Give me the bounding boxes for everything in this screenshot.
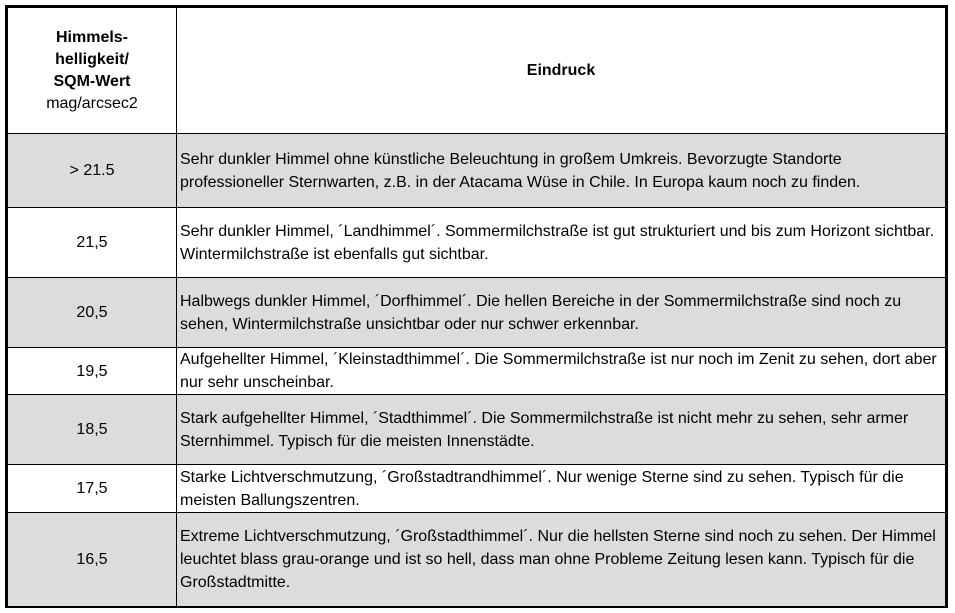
- sky-brightness-table: [7, 7, 946, 607]
- impression-cell: Aufgehellter Himmel, ´Kleinstadthimmel´. Die Sommermilchstraße ist nur noch im Zenit zu sehen, dort aber nur sehr unscheinbar.: [177, 348, 946, 395]
- table-row: [8, 348, 946, 395]
- sqm-value-cell: 21,5: [8, 208, 177, 278]
- sqm-value-cell: 19,5: [8, 348, 177, 395]
- sqm-value-cell: 16,5: [8, 513, 177, 607]
- table-row: [8, 513, 946, 607]
- header-sqm-line-1: Himmels-: [55, 28, 129, 46]
- impression-cell: Halbwegs dunkler Himmel, ´Dorfhimmel´. Die hellen Bereiche in der Sommermilchstraße sind noch zu sehen, Wintermilchstraße unsichtbar oder nur schwer erkennbar.: [177, 278, 946, 348]
- table-row: [8, 134, 946, 208]
- header-sqm-value: [8, 8, 177, 134]
- impression-cell: Extreme Lichtverschmutzung, ´Großstadthimmel´. Nur die hellsten Sterne sind noch zu sehen. Der Himmel leuchtet blass grau-orange und ist so hell, dass man ohne Probleme Zeitung lesen kann. Typisch für die Großstadtmitte.: [177, 513, 946, 607]
- header-impression: Eindruck: [177, 8, 946, 134]
- sqm-value-cell: 18,5: [8, 395, 177, 465]
- sky-brightness-table-frame: [5, 5, 948, 608]
- table-row: [8, 395, 946, 465]
- table-row: [8, 278, 946, 348]
- header-sqm-unit: mag/arcsec2: [46, 94, 138, 112]
- impression-cell: Starke Lichtverschmutzung, ´Großstadtrandhimmel´. Nur wenige Sterne sind zu sehen. Typisch für die meisten Ballungszentren.: [177, 465, 946, 513]
- impression-cell: Stark aufgehellter Himmel, ´Stadthimmel´. Die Sommermilchstraße ist nicht mehr zu sehen, sehr armer Sternhimmel. Typisch für die meisten Innenstädte.: [177, 395, 946, 465]
- table-row: [8, 465, 946, 513]
- header-sqm-line-3: SQM-Wert: [53, 72, 131, 90]
- sqm-value-cell: > 21.5: [8, 134, 177, 208]
- table-header-row: [8, 8, 946, 134]
- impression-cell: Sehr dunkler Himmel, ´Landhimmel´. Sommermilchstraße ist gut strukturiert und bis zum Horizont sichtbar. Wintermilchstraße ist ebenfalls gut sichtbar.: [177, 208, 946, 278]
- header-sqm-line-2: helligkeit/: [55, 50, 129, 68]
- sqm-value-cell: 20,5: [8, 278, 177, 348]
- sqm-value-cell: 17,5: [8, 465, 177, 513]
- impression-cell: Sehr dunkler Himmel ohne künstliche Beleuchtung in großem Umkreis. Bevorzugte Standorte professioneller Sternwarten, z.B. in der Atacama Wüse in Chile. In Europa kaum noch zu finden.: [177, 134, 946, 208]
- table-row: [8, 208, 946, 278]
